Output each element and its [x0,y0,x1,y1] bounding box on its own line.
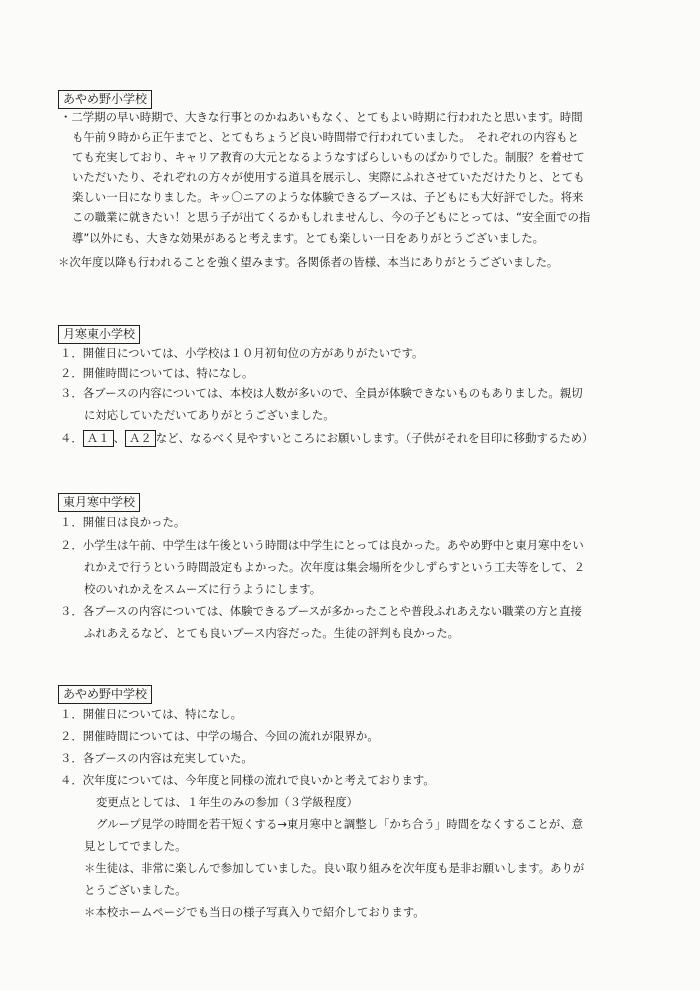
paragraph-line: 楽しい一日になりました。キッ〇ニアのような体験できるブースは、子どもにも大好評でした。将来 [72,190,584,204]
list-item: １．開催日は良かった。 [60,515,186,529]
paragraph-line: 導”以外にも、大きな効果があると考えます。とても楽しい一日をありがとうございました。 [72,231,545,245]
list-item-continuation: れかえで行うという時間設定もよかった。次年度は集会場所を少しずらすという工夫等をして、２ [84,560,585,574]
paragraph-line: ・二学期の早い時期で、大きな行事とのかねあいもなく、とてもよい時期に行われたと思います。時間 [60,110,583,124]
list-item: ２．開催時間については、中学の場合、今回の流れが限界か。 [60,729,379,743]
list-item: ３．各ブースの内容については、本校は人数が多いので、全員が体験できないものもありました。親切 [60,386,583,400]
list-item: ４．次年度については、今年度と同様の流れで良いかと考えております。 [60,773,435,787]
separator: 、 [113,431,125,445]
section-heading-higashi-tsukisamu-junior-high: 東月寒中学校 [58,493,140,512]
list-item: １．開催日については、小学校は１０月初旬位の方がありがたいです。 [60,346,424,360]
section-heading-tsukisamu-higashi-elementary: 月寒東小学校 [58,325,140,344]
note-line: ＊本校ホームページでも当日の様子写真入りで紹介しております。 [84,905,425,919]
list-item-continuation: 見としてでました。 [84,839,187,853]
boxed-label-a1: Ａ１ [83,430,114,447]
section-heading-ayameno-junior-high: あやめ野中学校 [58,685,152,704]
list-item-continuation: グループ見学の時間を若干短くする→東月寒中と調整し「かち合う」時間をなくすることが、意 [96,817,584,831]
list-item-text: など、なるべく見やすいところにお願いします。（子供がそれを目印に移動するため） [155,431,594,445]
list-item: ２．小学生は午前、中学生は午後という時間は中学生にとっては良かった。あやめ野中と東月寒中をい [60,538,584,552]
note-line: ＊次年度以降も行われることを強く望みます。各関係者の皆様、本当にありがとうございました。 [58,255,559,269]
list-number: ４． [60,431,83,445]
note-line-continuation: とうございました。 [84,883,187,897]
paragraph-line: いただいたり、それぞれの方々が使用する道具を展示し、実際にふれさせていただけたりと、とても [72,170,585,184]
section-heading-ayameno-elementary: あやめ野小学校 [58,90,152,109]
list-item: ２．開催時間については、特になし。 [60,366,254,380]
boxed-label-a2: Ａ２ [125,430,156,447]
list-item-continuation: 校のいれかえをスムーズに行うようにします。 [84,582,322,596]
paragraph-line: ても充実しており、キャリア教育の大元となるようなすばらしいものばかりでした。制服？を着せて [72,150,585,164]
list-item-continuation: ふれあえるなど、とても良いブース内容だった。生徒の評判も良かった。 [84,626,459,640]
list-item-continuation: に対応していただいてありがとうございました。 [84,408,335,422]
paragraph-line: も午前９時から正午までと、とてもちょうど良い時間帯で行われていました。 それぞれの内容もと [72,130,579,144]
list-item: ３．各ブースの内容については、体験できるブースが多かったことや普段ふれあえない職業の方と直接 [60,604,582,618]
list-item-continuation: 変更点としては、１年生のみの参加（３学級程度） [96,795,358,809]
list-item: ３．各ブースの内容は充実していた。 [60,751,253,765]
paragraph-line: この職業に就きたい！と思う子が出てくるかもしれませんし、今の子どもにとっては、“安全面での指 [72,210,591,224]
list-item [60,428,593,448]
note-line: ＊生徒は、非常に楽しんで参加していました。良い取り組みを次年度も是非お願いします。ありが [84,861,585,875]
list-item: １．開催日については、特になし。 [60,707,243,721]
